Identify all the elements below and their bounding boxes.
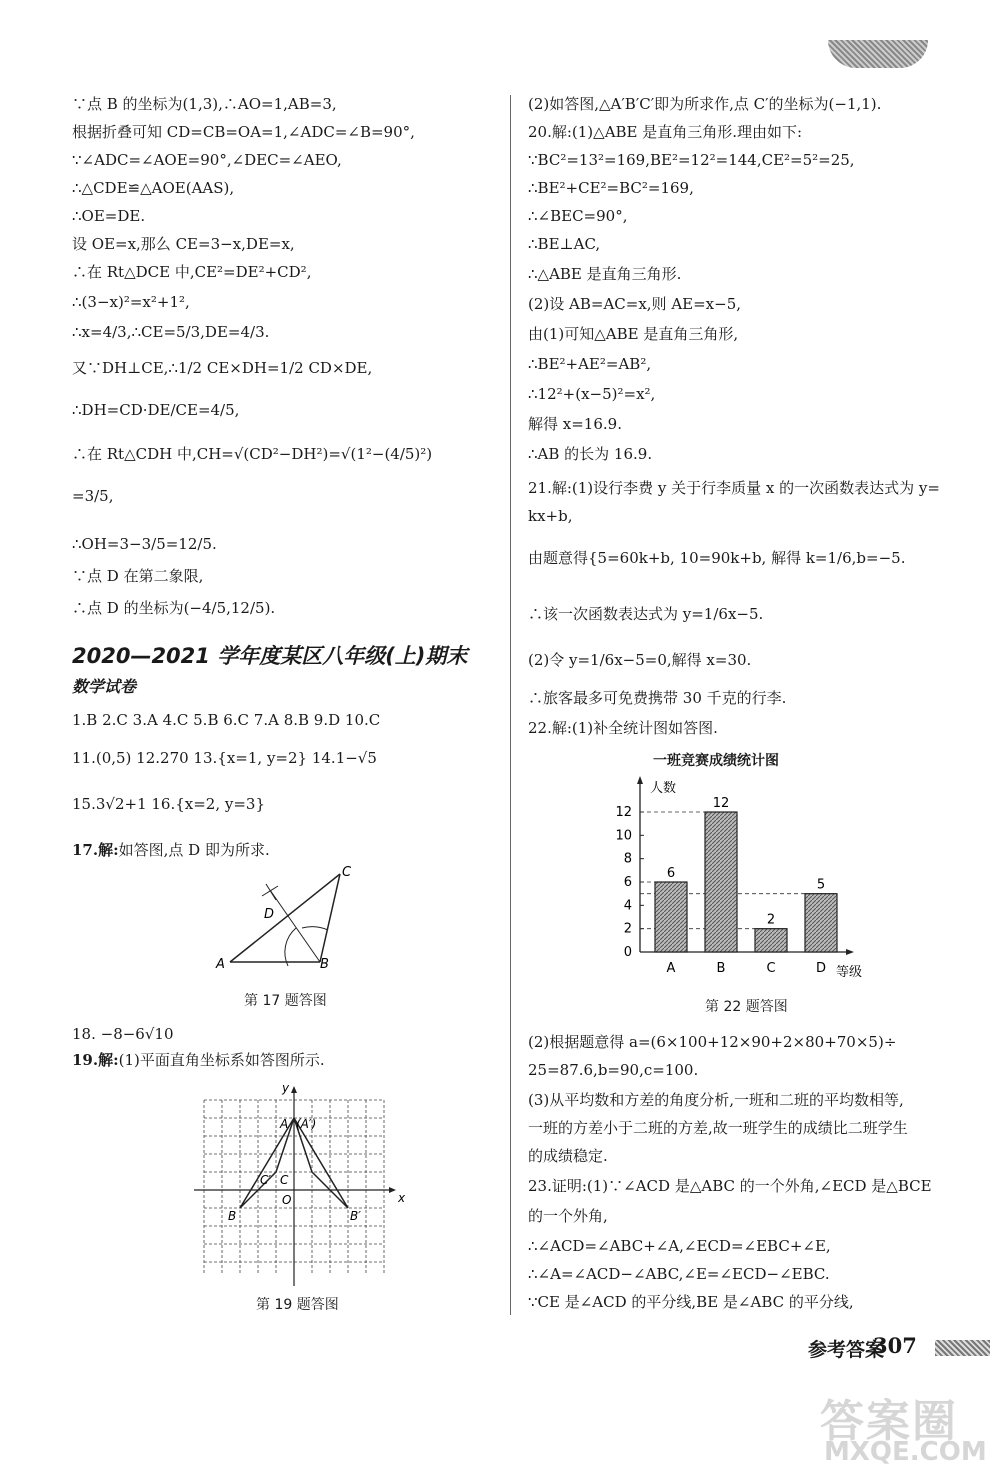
x-axis-arrow xyxy=(389,1187,396,1193)
label-x: x xyxy=(398,1191,405,1205)
section-subtitle: 数学试卷 xyxy=(72,677,137,696)
y-tick-label: 4 xyxy=(623,898,632,914)
category-label: B xyxy=(716,961,726,976)
y-tick-label: 6 xyxy=(623,875,632,890)
text-line: ∴BE²+CE²=BC²=169, xyxy=(528,179,694,197)
figure-17 xyxy=(210,862,370,972)
bar-D xyxy=(805,894,837,952)
text-line: 设 OE=x,那么 CE=3−x,DE=x, xyxy=(72,235,295,253)
text-line: 23.证明:(1)∵∠ACD 是△ABC 的一个外角,∠ECD 是△BCE xyxy=(528,1177,932,1195)
bisector-line xyxy=(270,890,320,962)
figure-17-caption: 第 17 题答图 xyxy=(244,993,327,1009)
column-divider xyxy=(510,95,511,1315)
y-tick-label: 0 xyxy=(623,945,632,960)
y-axis-arrow xyxy=(637,776,643,784)
text-line: 21.解:(1)设行李费 y 关于行李质量 x 的一次函数表达式为 y= xyxy=(528,479,940,497)
text-line: ∴点 D 的坐标为(−4/5,12/5). xyxy=(72,599,276,617)
text-line: 20.解:(1)△ABE 是直角三角形.理由如下: xyxy=(528,123,803,141)
label-d: D xyxy=(264,907,275,922)
y-tick-label: 8 xyxy=(623,851,632,867)
q17-label: 17.解: xyxy=(72,841,119,859)
text-line: ∵点 B 的坐标为(1,3),∴AO=1,AB=3, xyxy=(72,95,337,113)
triangle-a2b2c2 xyxy=(294,1118,348,1208)
text-line: ∴AB 的长为 16.9. xyxy=(528,445,653,463)
y-axis-label: 人数 xyxy=(650,781,677,796)
text-line: (3)从平均数和方差的角度分析,一班和二班的平均数相等, xyxy=(528,1091,904,1109)
bar-chart xyxy=(600,772,890,982)
data-label: 6 xyxy=(666,866,676,881)
text-line: ∴在 Rt△DCE 中,CE²=DE²+CD², xyxy=(72,263,312,281)
label-a: A xyxy=(216,957,225,972)
text-line: kx+b, xyxy=(528,507,573,525)
text-line: 的一个外角, xyxy=(528,1207,608,1225)
text-line: ∴△ABE 是直角三角形. xyxy=(528,265,682,283)
text-line: 根据折叠可知 CD=CB=OA=1,∠ADC=∠B=90°, xyxy=(72,123,415,141)
text-line: ∴BE⊥AC, xyxy=(528,235,601,253)
text-line: 由(1)可知△ABE 是直角三角形, xyxy=(528,325,739,343)
category-label: D xyxy=(815,961,827,976)
text-line: =3/5, xyxy=(72,487,114,505)
data-label: 12 xyxy=(712,796,730,811)
x-axis-arrow xyxy=(846,949,854,955)
text-line: ∴OH=3−3/5=12/5. xyxy=(72,535,217,553)
label-y: y xyxy=(282,1081,290,1095)
label-c-prime: C′ xyxy=(260,1173,272,1187)
text-line: ∵∠ADC=∠AOE=90°,∠DEC=∠AEO, xyxy=(72,151,342,169)
watermark-text: 答案圈 xyxy=(820,1396,958,1447)
answers-line-3: 15.3√2+1 16.{x=2, y=3} xyxy=(72,795,266,813)
chart-title: 一班竞赛成绩统计图 xyxy=(653,753,779,769)
y-tick-label: 10 xyxy=(615,828,632,844)
footer-decoration xyxy=(935,1340,990,1356)
answers-line-2: 11.(0,5) 12.270 13.{x=1, y=2} 14.1−√5 xyxy=(72,749,377,767)
data-label: 2 xyxy=(766,912,776,928)
text-line: ∴DH=CD·DE/CE=4/5, xyxy=(72,401,240,419)
text-line: ∴该一次函数表达式为 y=1/6x−5. xyxy=(528,605,764,623)
text-line: 25=87.6,b=90,c=100. xyxy=(528,1061,699,1079)
text-line: 解得 x=16.9. xyxy=(528,415,622,433)
text-line: 的成绩稳定. xyxy=(528,1147,608,1165)
category-label: C xyxy=(766,961,776,976)
text-line: ∵点 D 在第二象限, xyxy=(72,567,204,585)
text-line: (2)根据题意得 a=(6×100+12×90+2×80+70×5)÷ xyxy=(528,1033,897,1051)
data-label: 5 xyxy=(816,877,826,893)
q19-line xyxy=(72,1050,325,1070)
x-axis-label: 等级 xyxy=(836,965,863,980)
text-line: ∴△CDE≌△AOE(AAS), xyxy=(72,179,235,197)
label-o: O xyxy=(282,1193,292,1207)
text-line: ∴在 Rt△CDH 中,CH=√(CD²−DH²)=√(1²−(4/5)²) xyxy=(72,445,433,463)
text-line: ∴∠BEC=90°, xyxy=(528,207,628,225)
text-line: 由题意得{5=60k+b, 10=90k+b, 解得 k=1/6,b=−5. xyxy=(528,549,906,567)
y-axis-arrow xyxy=(291,1086,297,1093)
footer-label: 参考答案 xyxy=(808,1339,885,1361)
text-line: ∴旅客最多可免费携带 30 千克的行李. xyxy=(528,689,787,707)
text-line: ∴BE²+AE²=AB², xyxy=(528,355,652,373)
label-b: B xyxy=(228,1209,237,1223)
y-tick-label: 2 xyxy=(623,921,632,937)
q19-text: (1)平面直角坐标系如答图所示. xyxy=(118,1051,325,1069)
text-line: ∵BC²=13²=169,BE²=12²=144,CE²=5²=25, xyxy=(528,151,855,169)
label-b-prime: B′ xyxy=(350,1209,361,1223)
text-line: ∵CE 是∠ACD 的平分线,BE 是∠ABC 的平分线, xyxy=(528,1293,854,1311)
bar-B xyxy=(705,812,737,952)
text-line: 22.解:(1)补全统计图如答图. xyxy=(528,719,718,737)
page-number: 307 xyxy=(873,1333,917,1358)
arc-1 xyxy=(285,928,296,966)
text-line: ∴(3−x)²=x²+1², xyxy=(72,293,190,311)
label-b: B xyxy=(320,957,329,972)
y-tick-label: 12 xyxy=(615,805,632,820)
label-a-prime: (A′) xyxy=(296,1117,317,1131)
text-line: ∴∠ACD=∠ABC+∠A,∠ECD=∠EBC+∠E, xyxy=(528,1237,831,1255)
label-c: C xyxy=(342,865,352,880)
arc-2 xyxy=(302,927,328,930)
q18-line: 18. −8−6√10 xyxy=(72,1025,174,1043)
figure-19-caption: 第 19 题答图 xyxy=(256,1297,339,1313)
category-label: A xyxy=(666,961,676,976)
text-line: (2)令 y=1/6x−5=0,解得 x=30. xyxy=(528,651,752,669)
label-c: C xyxy=(280,1173,289,1187)
watermark xyxy=(810,1385,990,1465)
text-line: 一班的方差小于二班的方差,故一班学生的成绩比二班学生 xyxy=(528,1119,908,1137)
q17-line xyxy=(72,840,270,860)
q19-label: 19.解: xyxy=(72,1051,119,1069)
text-line: (2)如答图,△A′B′C′即为所求作,点 C′的坐标为(−1,1). xyxy=(528,95,882,113)
text-line: (2)设 AB=AC=x,则 AE=x−5, xyxy=(528,295,742,313)
text-line: ∴x=4/3,∴CE=5/3,DE=4/3. xyxy=(72,323,270,341)
text-line: 又∵DH⊥CE,∴1/2 CE×DH=1/2 CD×DE, xyxy=(72,359,373,377)
text-line: ∴12²+(x−5)²=x², xyxy=(528,385,656,403)
corner-decoration xyxy=(828,40,928,68)
q17-text: 如答图,点 D 即为所求. xyxy=(118,841,270,859)
bar-A xyxy=(655,882,687,952)
section-title: 2020—2021 学年度某区八年级(上)期末 xyxy=(72,644,468,668)
text-line: ∴OE=DE. xyxy=(72,207,146,225)
watermark-url: MXQE.COM xyxy=(824,1437,987,1467)
bar-C xyxy=(755,929,787,952)
label-a: A xyxy=(280,1117,289,1131)
chart-caption: 第 22 题答图 xyxy=(705,999,788,1015)
answers-line-1: 1.B 2.C 3.A 4.C 5.B 6.C 7.A 8.B 9.D 10.C xyxy=(72,711,381,729)
text-line: ∴∠A=∠ACD−∠ABC,∠E=∠ECD−∠EBC. xyxy=(528,1265,830,1283)
figure-19 xyxy=(190,1078,405,1288)
